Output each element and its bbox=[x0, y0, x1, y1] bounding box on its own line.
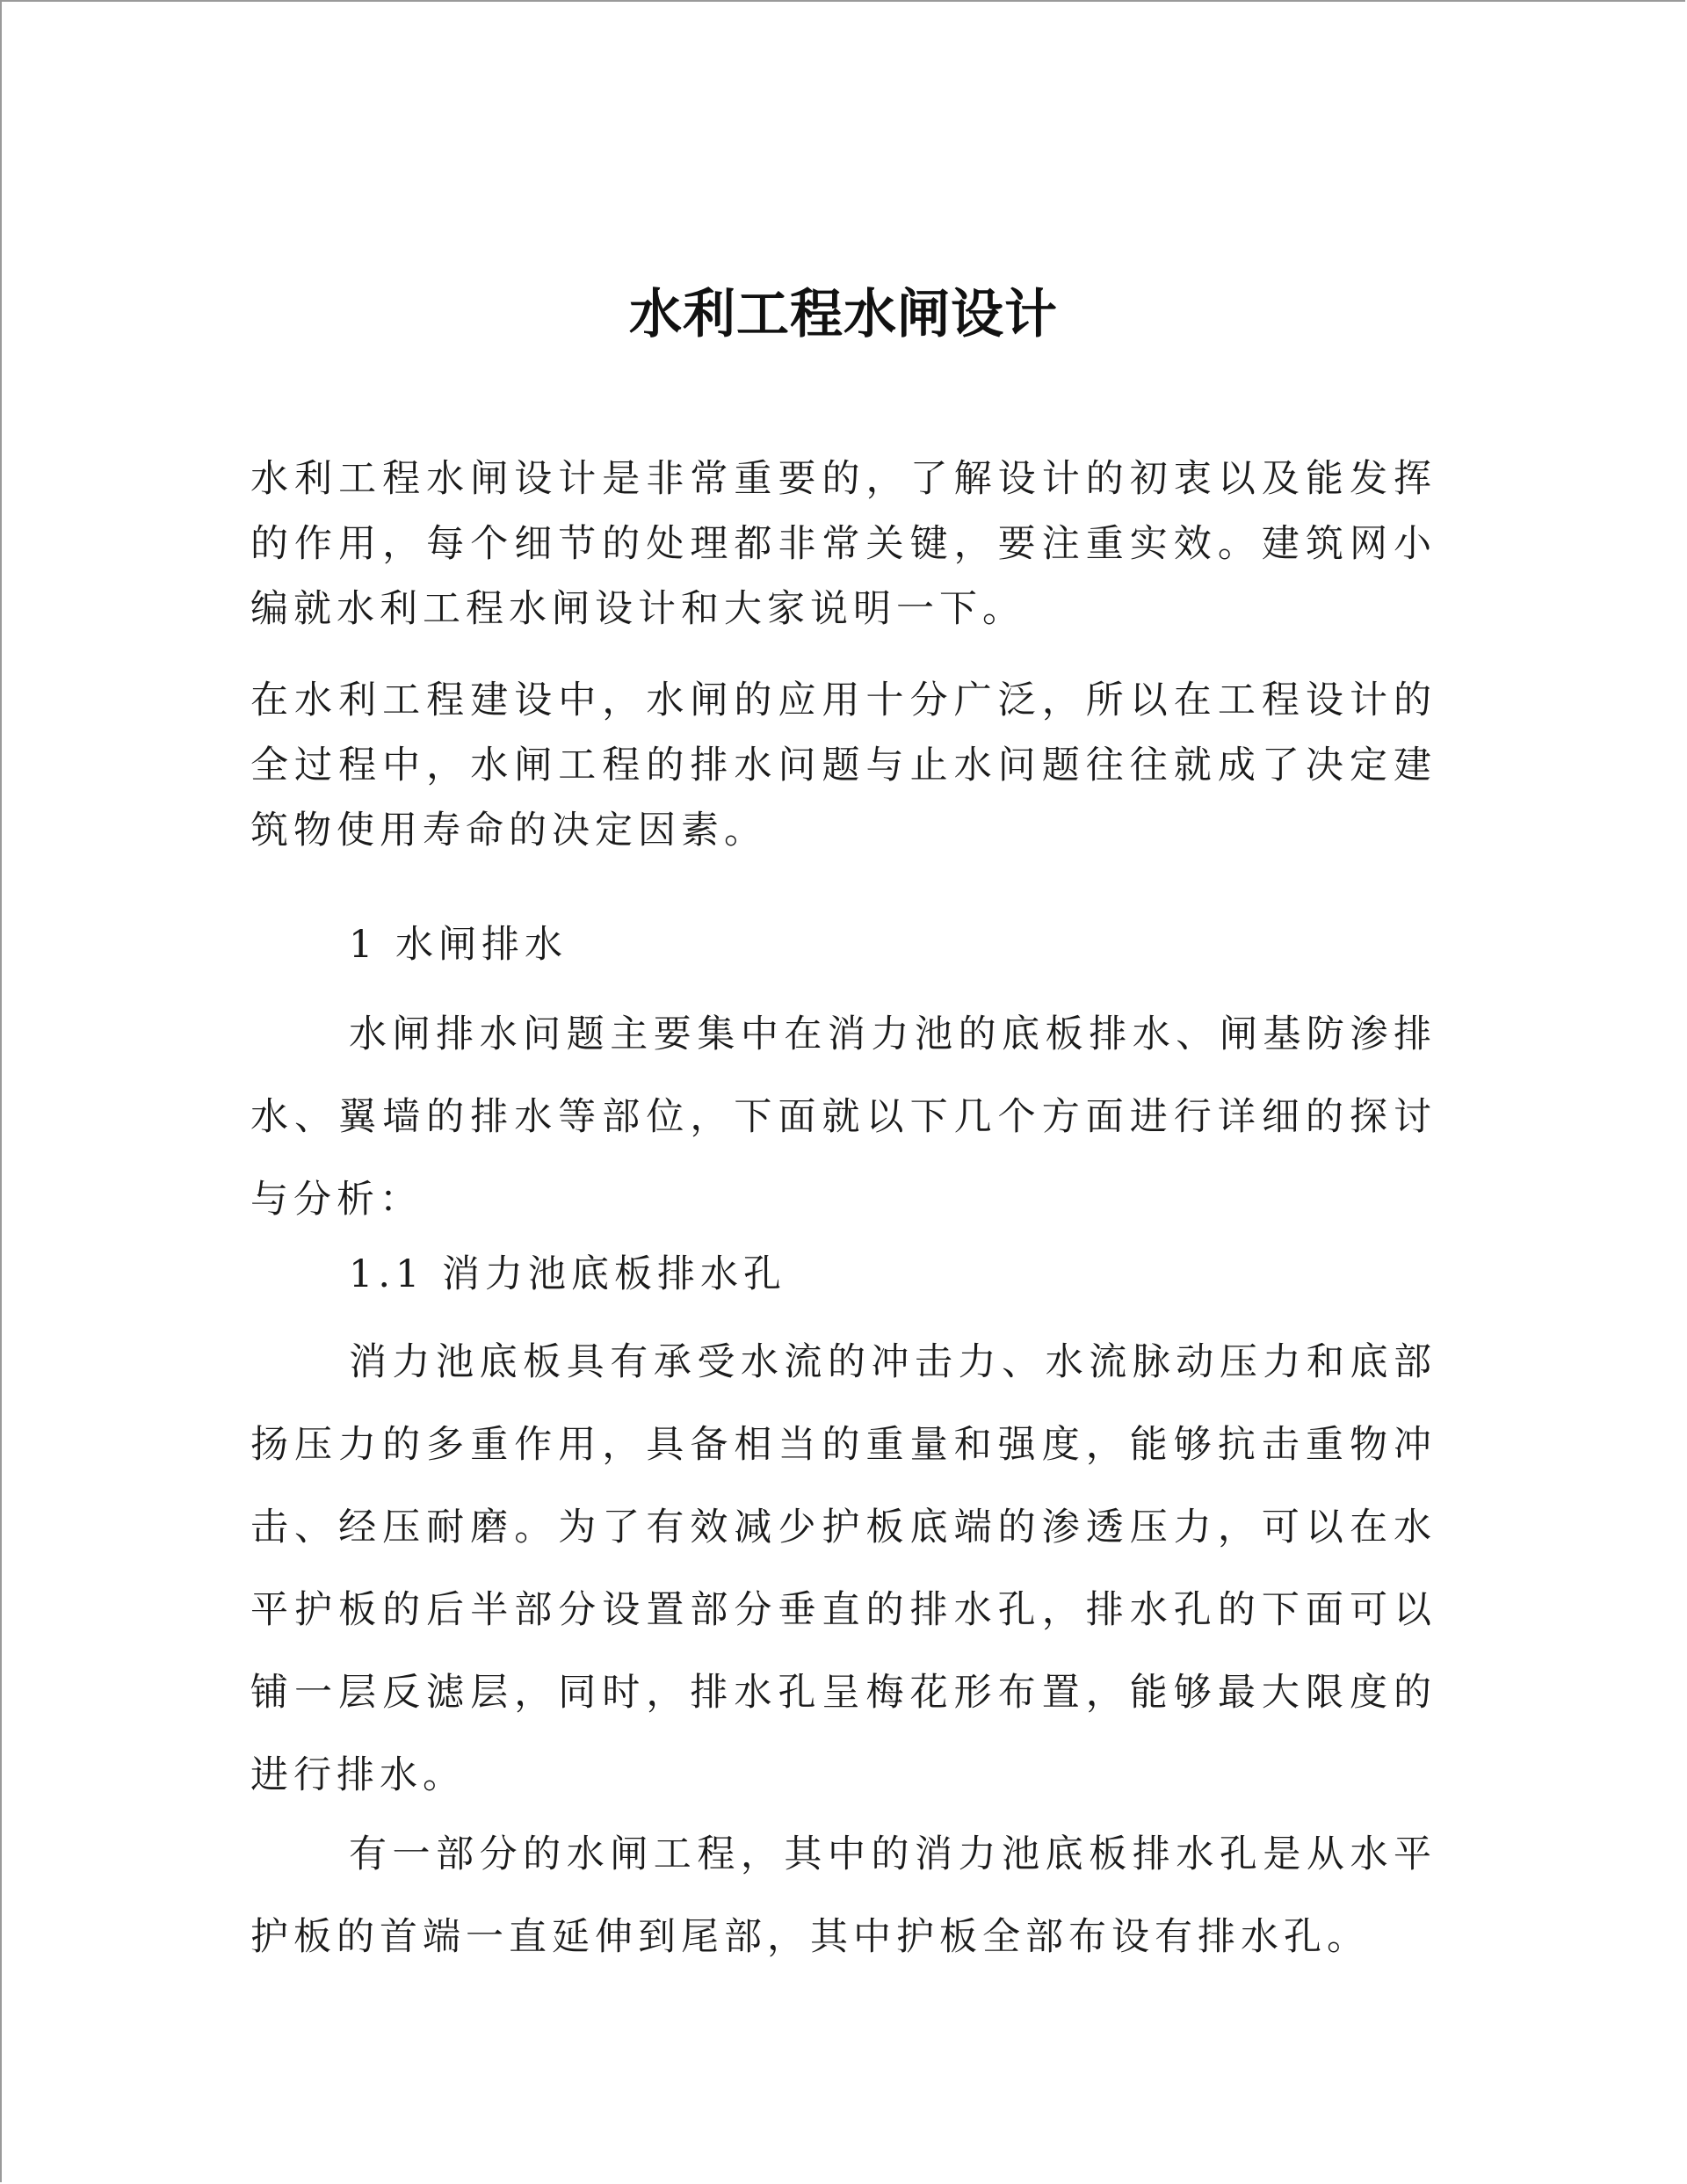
section-1-1-paragraph-2: 有一部分的水闸工程，其中的消力池底板排水孔是从水平护板的首端一直延伸到尾部，其中护板全部布设有排水孔。 bbox=[250, 1832, 1437, 1959]
section-1-heading: 1 水闸排水 bbox=[349, 923, 568, 967]
section-1-1-paragraph-1: 消力池底板具有承受水流的冲击力、水流脉动压力和底部扬压力的多重作用，具备相当的重量和强度，能够抗击重物冲击、经压耐磨。为了有效减少护板底端的渗透压力，可以在水平护板的后半部分设置部分垂直的排水孔，排水孔的下面可以铺一层反滤层，同时，排水孔呈梅花形布置，能够最大限度的进行排水。 bbox=[250, 1340, 1437, 1797]
document-title: 水利工程水闸设计 bbox=[629, 284, 1058, 345]
intro-paragraph-2: 在水利工程建设中，水闸的应用十分广泛，所以在工程设计的全过程中，水闸工程的排水问题与止水问题往往就成了决定建筑物使用寿命的决定因素。 bbox=[250, 678, 1437, 853]
intro-paragraph-1: 水利工程水闸设计是非常重要的，了解设计的初衷以及能发挥的作用，每个细节的处理都非常关键，要注重实效。建筑网小编就水利工程水闸设计和大家说明一下。 bbox=[250, 457, 1437, 631]
section-1-paragraph: 水闸排水问题主要集中在消力池的底板排水、闸基防渗排水、翼墙的排水等部位，下面就以下几个方面进行详细的探讨与分析： bbox=[250, 1012, 1437, 1222]
section-1-1-heading: 1.1 消力池底板排水孔 bbox=[349, 1252, 787, 1296]
